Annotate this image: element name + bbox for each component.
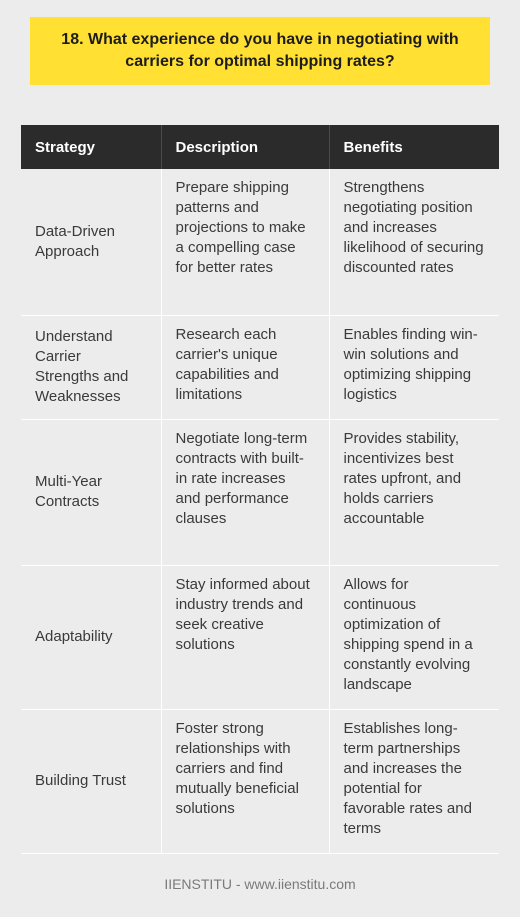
column-header-description: Description xyxy=(161,125,329,169)
description-cell: Stay informed about industry trends and seek creative solutions xyxy=(161,565,329,709)
benefits-cell: Allows for continuous optimization of shipping spend in a constantly evolving landscape xyxy=(329,565,499,709)
table-header-row xyxy=(21,125,499,169)
strategy-cell: Understand Carrier Strengths and Weaknesses xyxy=(21,315,161,419)
column-header-strategy: Strategy xyxy=(21,125,161,169)
column-header-benefits: Benefits xyxy=(329,125,499,169)
strategy-cell: Multi-Year Contracts xyxy=(21,419,161,565)
table-row xyxy=(21,419,499,565)
table-row xyxy=(21,709,499,853)
footer-credit: IIENSTITU - www.iienstitu.com xyxy=(164,876,356,892)
title-banner xyxy=(30,17,490,85)
benefits-cell: Establishes long-term partnerships and increases the potential for favorable rates and terms xyxy=(329,709,499,853)
table-row xyxy=(21,565,499,709)
benefits-cell: Provides stability, incentivizes best rates upfront, and holds carriers accountable xyxy=(329,419,499,565)
page-title: 18. What experience do you have in negotiating with carriers for optimal shipping rates? xyxy=(61,31,459,70)
strategy-cell: Data-Driven Approach xyxy=(21,169,161,315)
strategy-table xyxy=(21,125,499,854)
strategy-cell: Building Trust xyxy=(21,709,161,853)
description-cell: Foster strong relationships with carriers and find mutually beneficial solutions xyxy=(161,709,329,853)
description-cell: Research each carrier's unique capabilities and limitations xyxy=(161,315,329,419)
table-row xyxy=(21,315,499,419)
table-row xyxy=(21,169,499,315)
description-cell: Prepare shipping patterns and projections to make a compelling case for better rates xyxy=(161,169,329,315)
description-cell: Negotiate long-term contracts with built-in rate increases and performance clauses xyxy=(161,419,329,565)
benefits-cell: Strengthens negotiating position and increases likelihood of securing discounted rates xyxy=(329,169,499,315)
benefits-cell: Enables finding win-win solutions and optimizing shipping logistics xyxy=(329,315,499,419)
strategy-cell: Adaptability xyxy=(21,565,161,709)
